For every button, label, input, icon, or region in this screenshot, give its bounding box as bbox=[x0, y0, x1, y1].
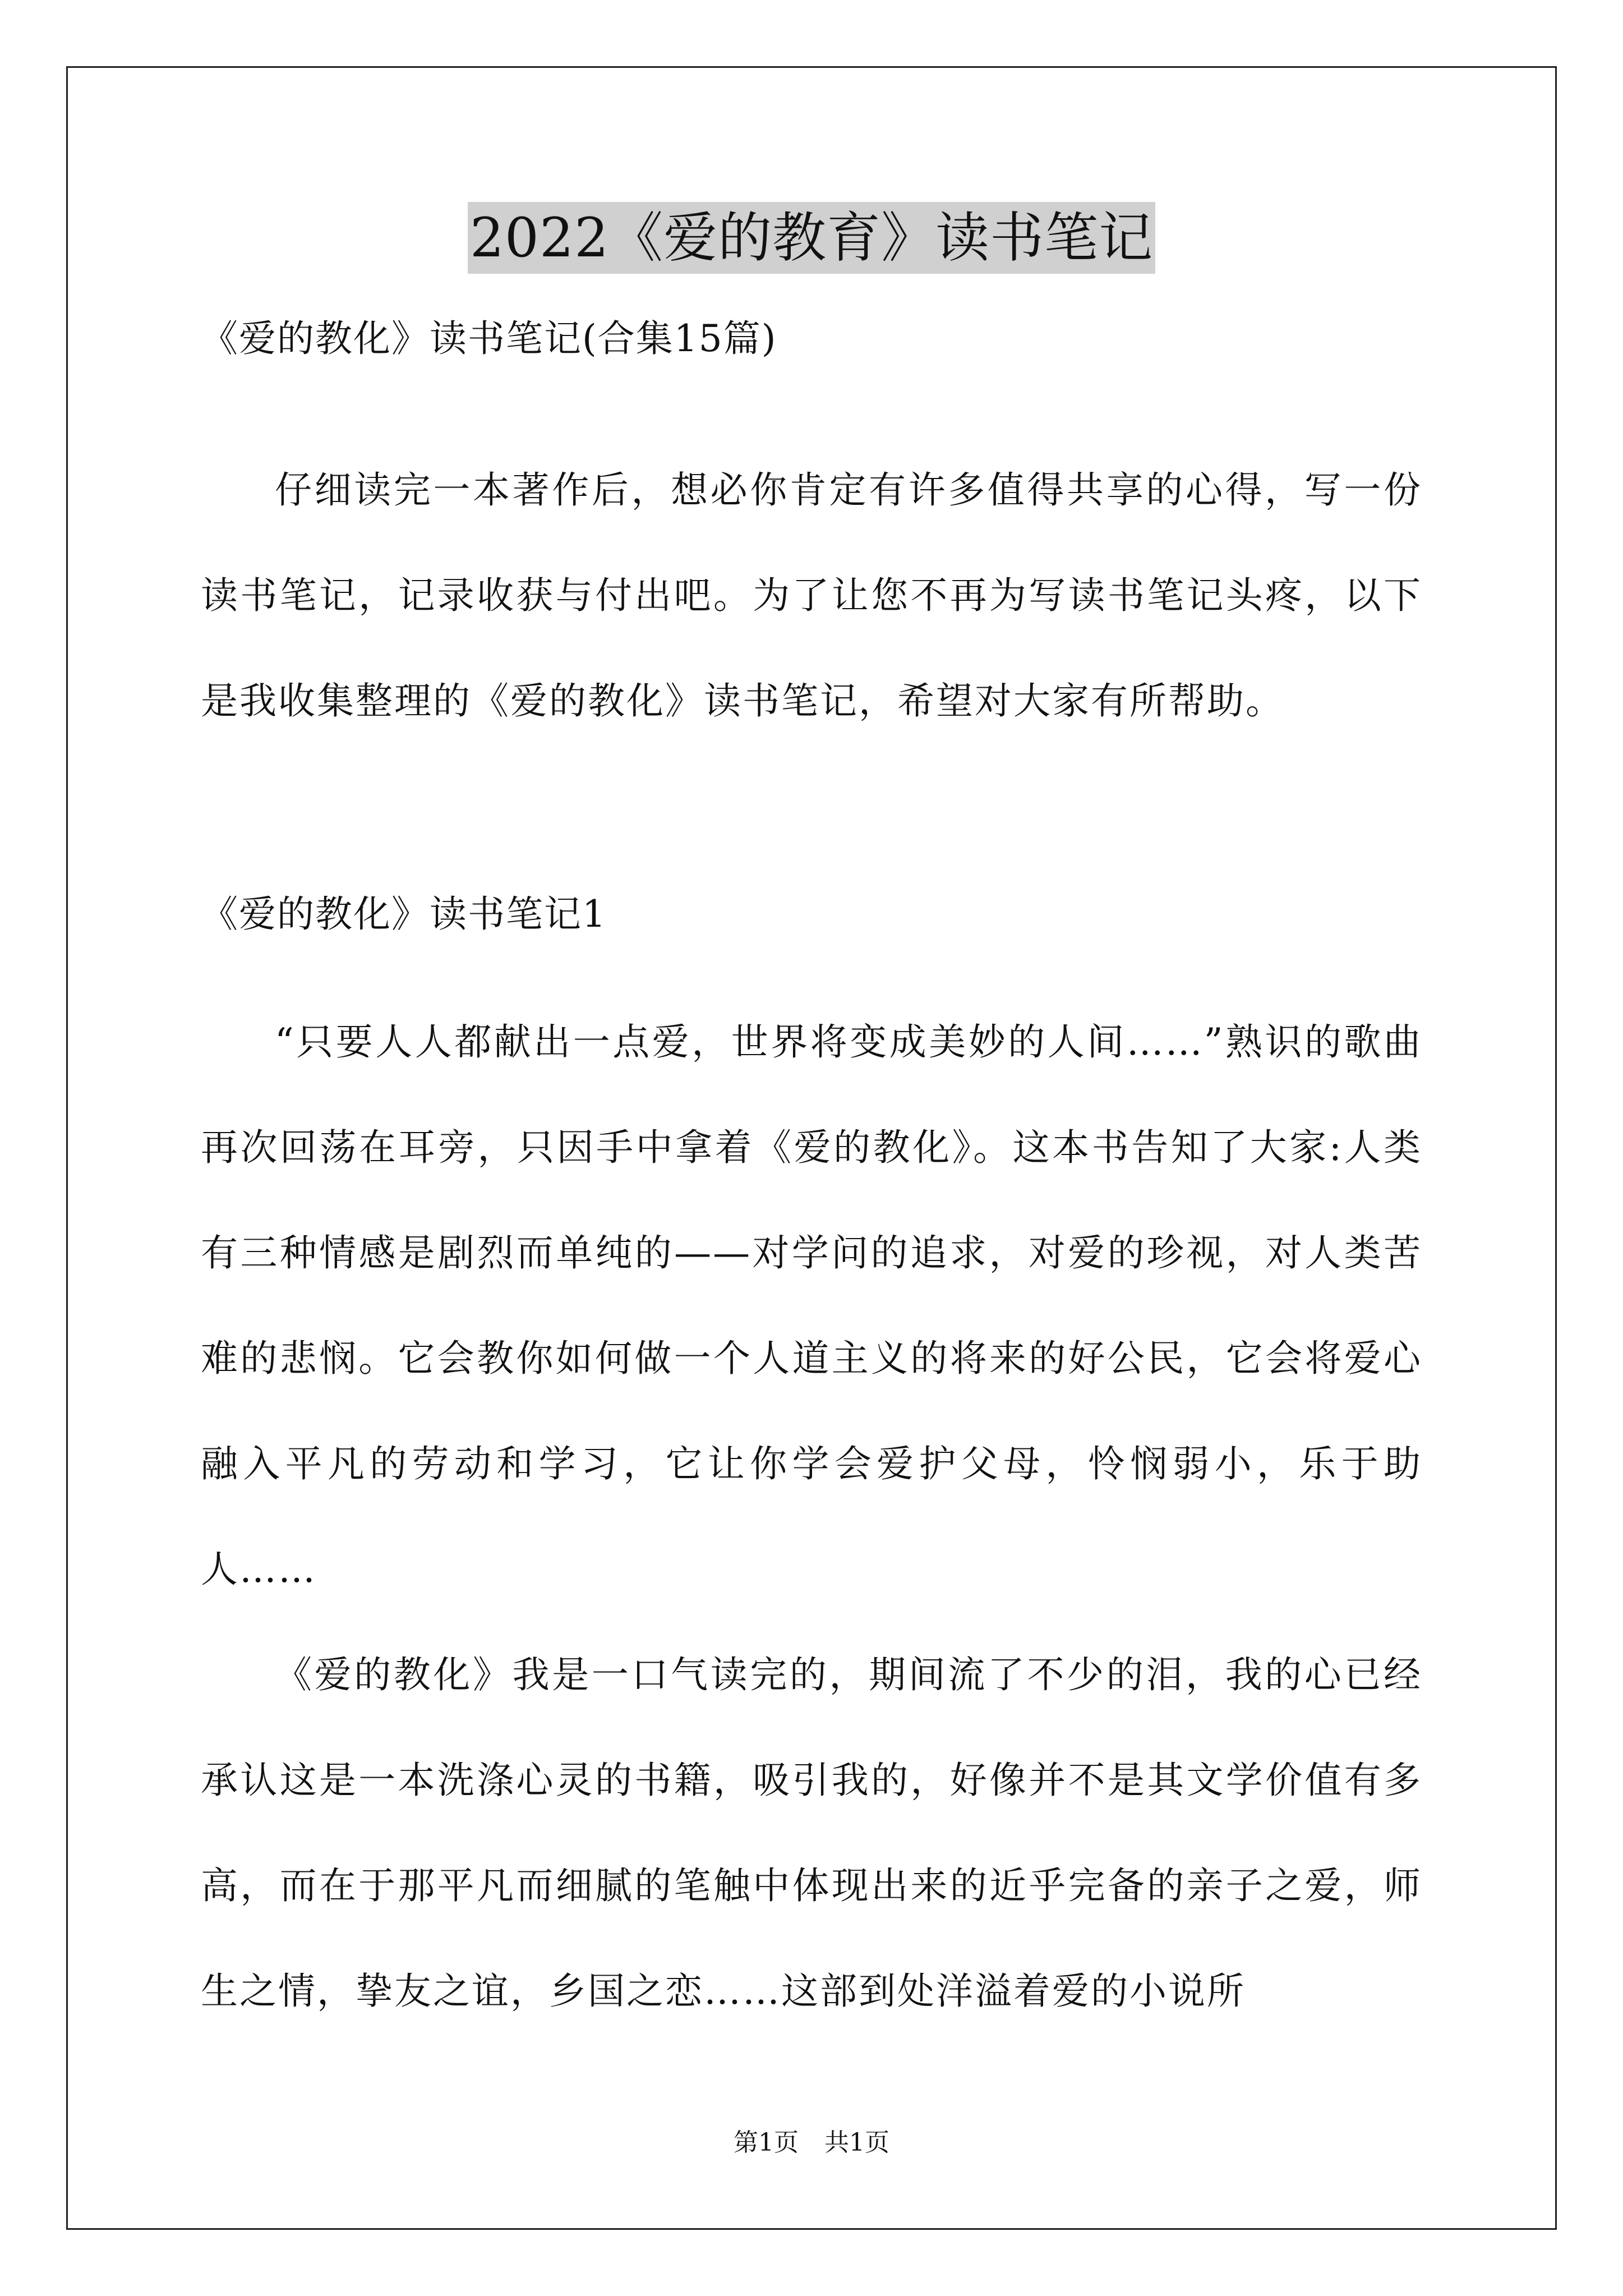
intro-paragraph: 仔细读完一本著作后，想必你肯定有许多值得共享的心得，写一份读书笔记，记录收获与付出吧。为了让您不再为写读书笔记头疼，以下是我收集整理的《爱的教化》读书笔记，希望对大家有所帮助。 bbox=[201, 468, 1422, 723]
document-title: 2022《爱的教育》读书笔记 bbox=[468, 202, 1155, 274]
document-subtitle: 《爱的教化》读书笔记(合集15篇) bbox=[201, 317, 777, 360]
page-footer bbox=[0, 2126, 1623, 2160]
section-heading: 《爱的教化》读书笔记1 bbox=[201, 892, 607, 936]
page-number-total: 共1页 bbox=[824, 2128, 889, 2157]
body-paragraph-2: 《爱的教化》我是一口气读完的，期间流了不少的泪，我的心已经承认这是一本洗涤心灵的书籍，吸引我的，好像并不是其文学价值有多高，而在于那平凡而细腻的笔触中体现出来的近乎完备的亲子之爱，师生之情，挚友之谊，乡国之恋……这部到处洋溢着爱的小说所 bbox=[201, 1653, 1422, 2013]
document-title-container bbox=[0, 202, 1623, 274]
body-paragraph-1: “只要人人都献出一点爱，世界将变成美妙的人间……”熟识的歌曲再次回荡在耳旁，只因手中拿着《爱的教化》。这本书告知了大家:人类有三种情感是剧烈而单纯的——对学问的追求，对爱的珍视，对人类苦难的悲悯。它会教你如何做一个人道主义的将来的好公民，它会将爱心融入平凡的劳动和学习，它让你学会爱护父母，怜悯弱小，乐于助人…… bbox=[201, 1020, 1422, 1591]
page-number-current: 第1页 bbox=[734, 2128, 799, 2157]
intro-section bbox=[201, 438, 1422, 754]
section-body bbox=[201, 990, 1422, 2044]
